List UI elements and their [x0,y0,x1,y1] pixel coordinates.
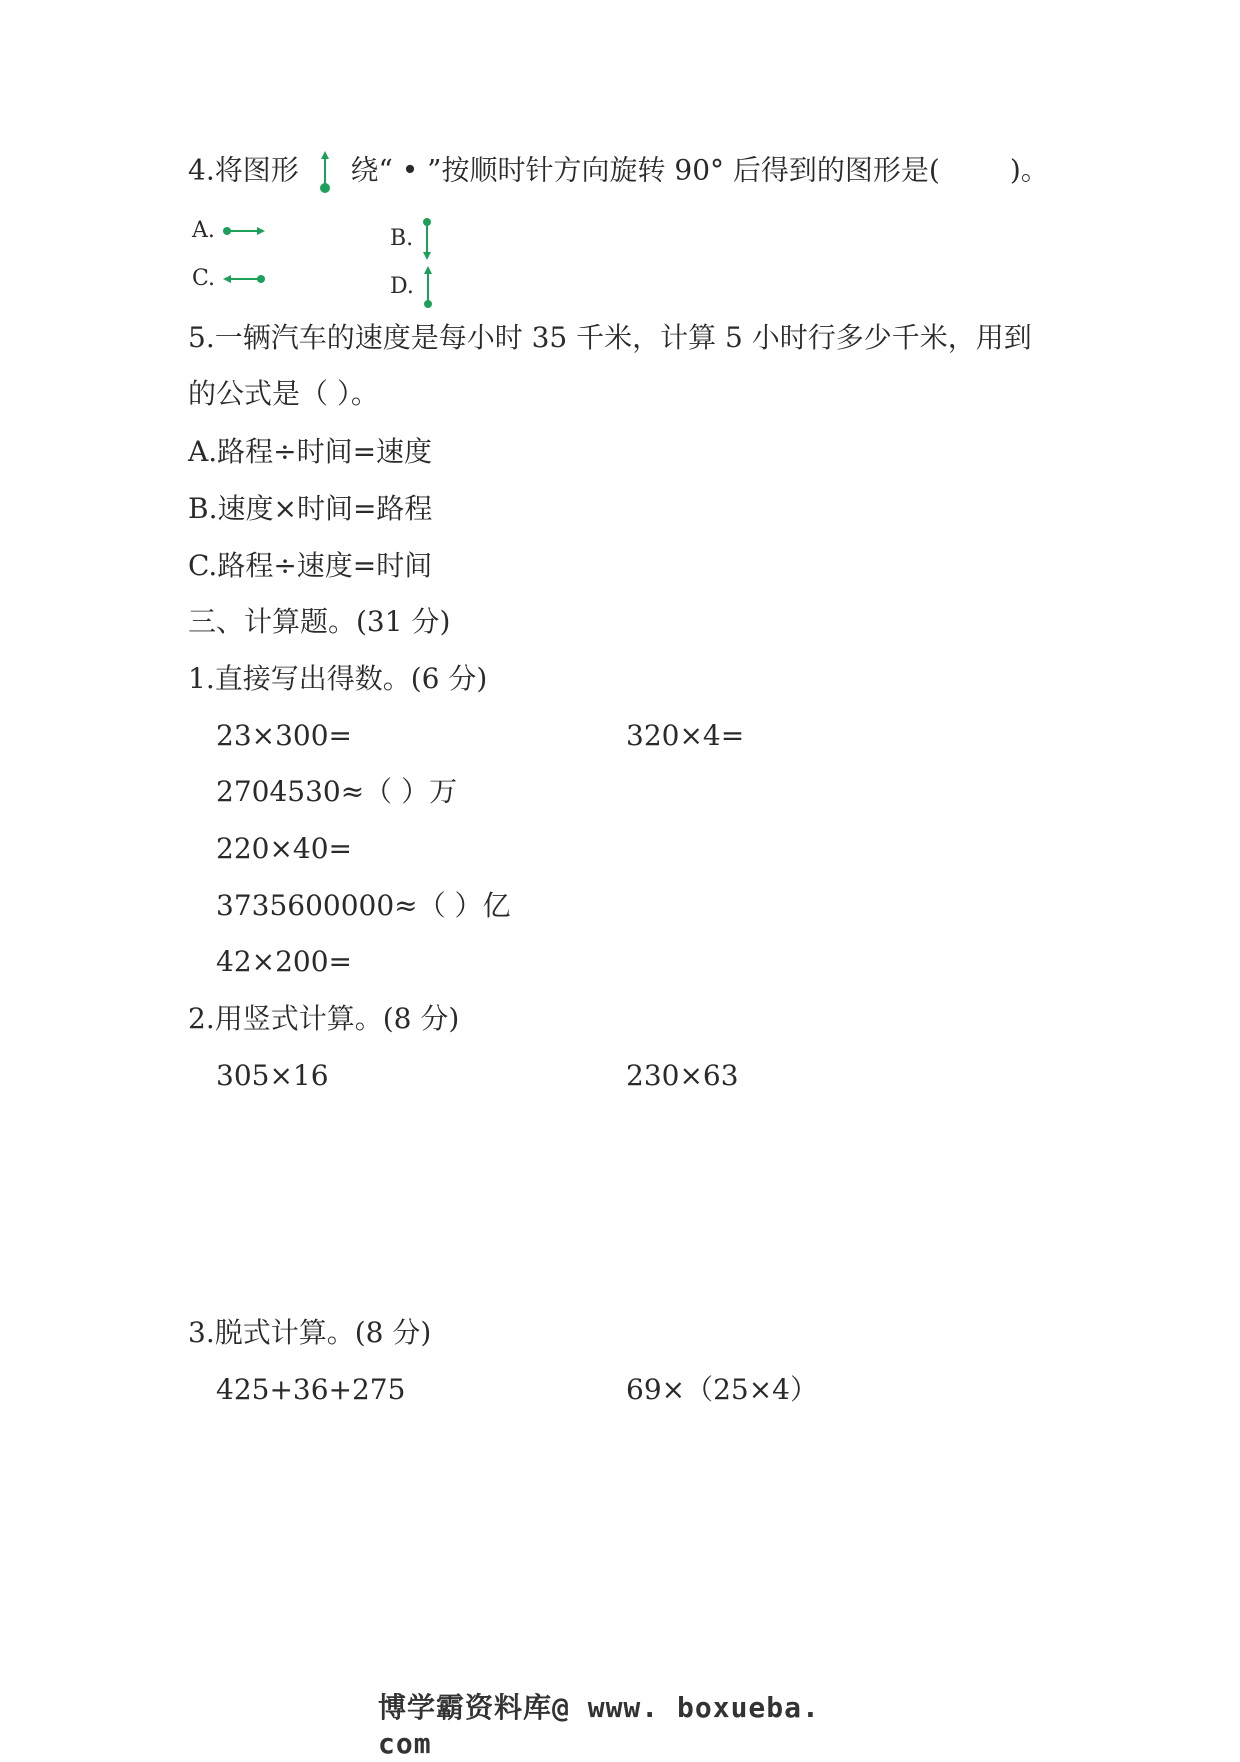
q4-figure-icon [316,150,334,194]
s3-p2-title: 2.用竖式计算。(8 分) [188,1002,460,1035]
q4-suffix: )。 [1009,153,1049,187]
q4-option-c[interactable] [192,265,266,293]
s3-p3-item: 69×（25×4） [626,1373,818,1406]
option-b-arrow-icon [420,217,434,261]
q4-stem [188,150,1049,194]
s3-p1-item: 320×4= [626,719,745,752]
q4-middle: 绕“ • ”按顺时针方向旋转 90° 后得到的图形是( [350,153,940,187]
option-a-arrow-icon [222,224,266,238]
q5-option-a[interactable]: A.路程÷时间=速度 [188,435,433,468]
q5-option-c[interactable]: C.路程÷速度=时间 [188,549,433,582]
q4-prefix: 4.将图形 [188,153,299,187]
q5-option-b[interactable]: B.速度×时间=路程 [188,492,433,525]
s3-p1-item: 42×200= [216,945,352,978]
s3-p1-item: 23×300= [216,719,352,752]
s3-p1-item: 2704530≈（ ）万 [216,775,458,808]
option-d-arrow-icon [421,265,435,309]
watermark: 博学霸资料库@ www. boxueba. com [378,1691,820,1760]
s3-p3-title: 3.脱式计算。(8 分) [188,1316,432,1349]
q4-option-b-label: B. [390,226,414,251]
q4-option-a[interactable] [192,217,266,245]
s3-p2-item: 230×63 [626,1059,739,1092]
q5-line1: 5.一辆汽车的速度是每小时 35 千米，计算 5 小时行多少千米，用到 [188,321,1032,354]
s3-p1-item: 220×40= [216,832,352,865]
option-c-arrow-icon [222,272,266,286]
q4-option-d[interactable] [390,265,435,309]
q4-option-a-label: A. [192,218,215,243]
s3-p1-title: 1.直接写出得数。(6 分) [188,662,488,695]
section3-title: 三、计算题。(31 分) [188,605,451,638]
q4-option-c-label: C. [192,266,216,291]
s3-p2-item: 305×16 [216,1059,329,1092]
s3-p3-item: 425+36+275 [216,1373,406,1406]
s3-p1-item: 3735600000≈（ ）亿 [216,889,511,922]
q4-option-b[interactable] [390,217,434,261]
q5-line2: 的公式是（ ）。 [188,377,379,410]
q4-option-d-label: D. [390,274,414,299]
